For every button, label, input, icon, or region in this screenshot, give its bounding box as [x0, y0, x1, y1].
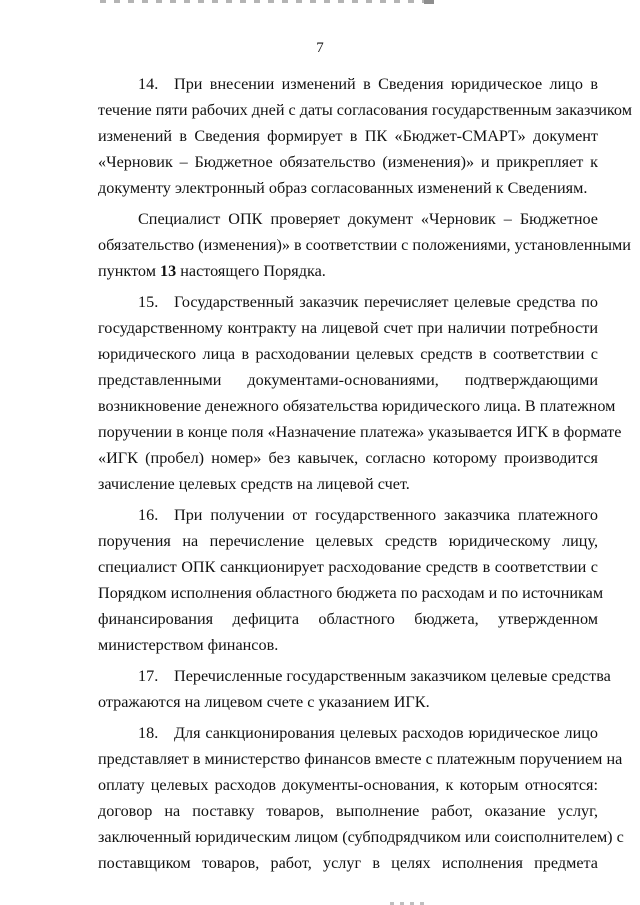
paragraph-line: специалист ОПК санкционирует расходование средств в соответствии с: [98, 558, 598, 576]
paragraph-line: представляет в министерство финансов вместе с платежным поручением на: [98, 750, 623, 768]
document-body: [98, 71, 632, 881]
paragraph-line: поставщиком товаров, работ, услуг в целях исполнения предмета: [98, 854, 598, 872]
paragraph-line: течение пяти рабочих дней с даты согласования государственным заказчиком: [98, 101, 632, 119]
paragraph-line: финансирования дефицита областного бюджета, утвержденном: [98, 610, 598, 628]
paragraph-line: юридического лица в расходовании целевых средств в соответствии с: [98, 345, 598, 363]
paragraph-line: возникновение денежного обязательства юридического лица. В платежном: [98, 397, 616, 415]
paragraph-line: Порядком исполнения областного бюджета по расходам и по источникам: [98, 584, 604, 602]
paragraph-line: «ИГК (пробел) номер» без кавычек, согласно которому производится: [98, 449, 598, 467]
paragraph-line: документу электронный образ согласованных изменений к Сведениям.: [98, 179, 588, 197]
reference-number: 13: [160, 262, 177, 280]
paragraph-line: представленными документами-основаниями, подтверждающими: [98, 371, 598, 389]
paragraph-line: поручении в конце поля «Назначение платежа» указывается ИГК в формате: [98, 423, 622, 441]
paragraph-line: 14. При внесении изменений в Сведения юридическое лицо в: [98, 71, 598, 97]
paragraph-line: пунктом 13 настоящего Порядка.: [98, 262, 326, 280]
paragraph-15: [98, 289, 622, 497]
page-number: 7: [316, 40, 324, 56]
paragraph-line: 18. Для санкционирования целевых расходов юридическое лицо: [98, 720, 598, 746]
paragraph-line: 16. При получении от государственного заказчика платежного: [98, 502, 598, 528]
paragraph-line: поручения на перечисление целевых средств юридическому лицу,: [98, 532, 598, 550]
paragraph-line: 17. Перечисленные государственным заказчиком целевые средства: [98, 663, 598, 689]
paragraph-number: 16.: [138, 506, 159, 524]
paragraph-line: договор на поставку товаров, выполнение работ, оказание услуг,: [98, 802, 598, 820]
paragraph-specialist-check: [98, 206, 631, 284]
paragraph-line: зачисление целевых средств на лицевой счет.: [98, 475, 410, 493]
paragraph-number: 14.: [138, 75, 159, 93]
paragraph-18: [98, 720, 624, 876]
paragraph-14: [98, 71, 632, 201]
paragraph-number: 17.: [138, 667, 159, 685]
paragraph-line: изменений в Сведения формирует в ПК «Бюджет-СМАРТ» документ: [98, 127, 598, 145]
paragraph-line: государственному контракту на лицевой счет при наличии потребности: [98, 319, 598, 337]
paragraph-line: оплату целевых расходов документы-основания, к которым относятся:: [98, 776, 598, 794]
paragraph-17: [98, 663, 611, 715]
paragraph-number: 18.: [138, 724, 159, 742]
scan-artifact-top: [100, 0, 430, 3]
paragraph-line: 15. Государственный заказчик перечисляет целевые средства по: [98, 289, 598, 315]
paragraph-line: обязательство (изменения)» в соответствии с положениями, установленными: [98, 236, 631, 254]
paragraph-line: заключенный юридическим лицом (субподрядчиком или соисполнителем) с: [98, 828, 624, 846]
paragraph-number: 15.: [138, 293, 159, 311]
paragraph-line: Специалист ОПК проверяет документ «Черновик – Бюджетное: [138, 210, 598, 228]
paragraph-16: [98, 502, 604, 658]
paragraph-line: министерством финансов.: [98, 636, 279, 654]
paragraph-line: отражаются на лицевом счете с указанием ИГК.: [98, 693, 430, 711]
paragraph-line: «Черновик – Бюджетное обязательство (изменения)» и прикрепляет к: [98, 153, 598, 171]
